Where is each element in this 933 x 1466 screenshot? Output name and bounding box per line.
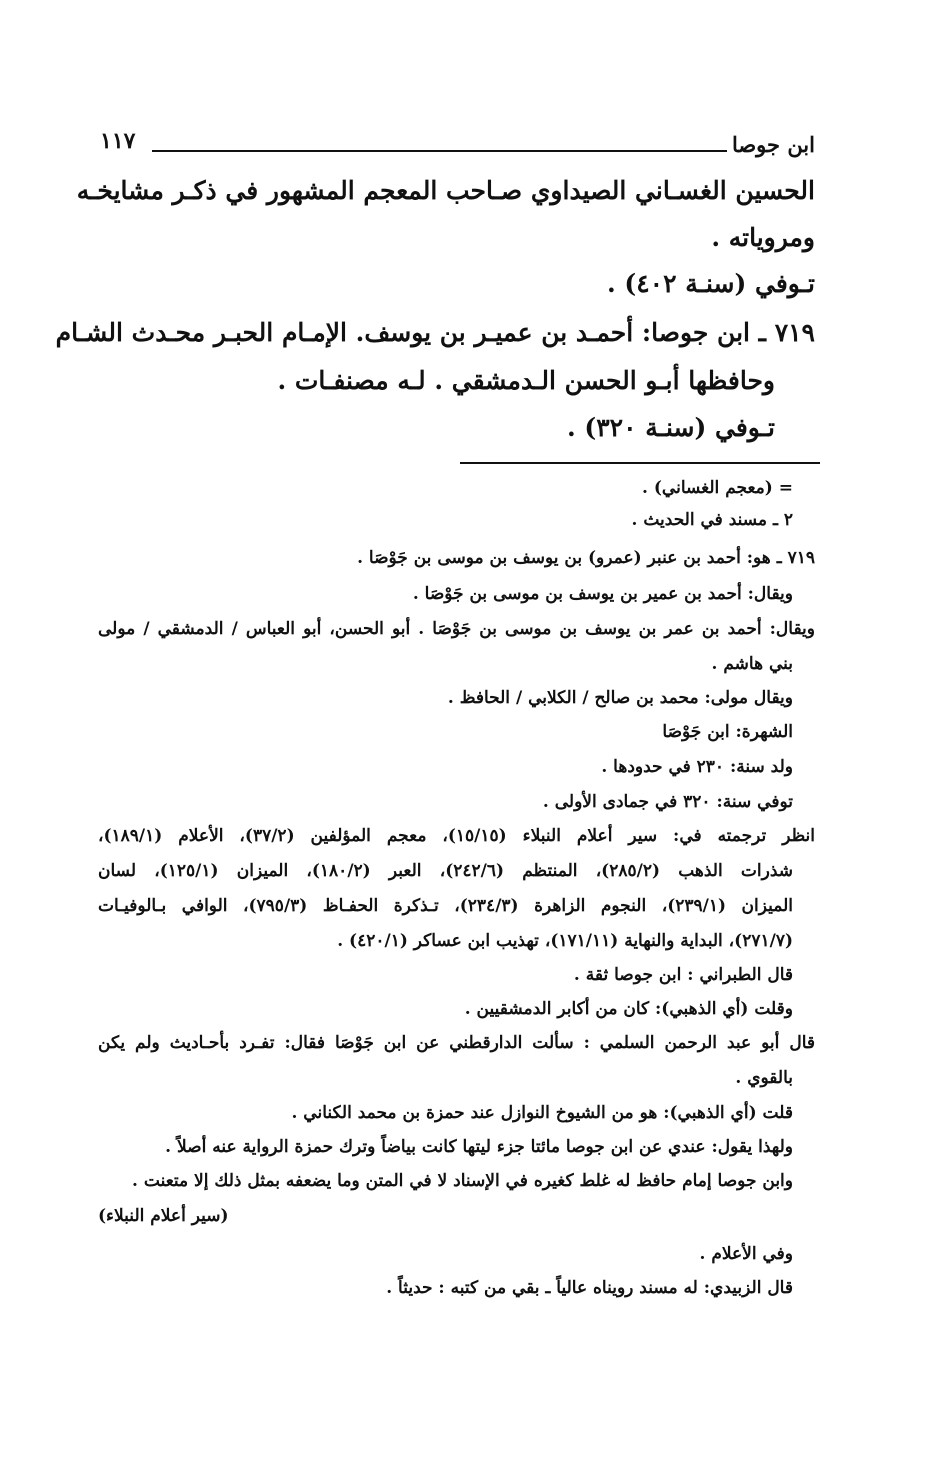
running-title: ابن جوصا <box>731 132 815 157</box>
header-rule <box>152 150 727 152</box>
footnote-line: ويقال: أحمد بن عمير بن يوسف بن موسى بن جَوْصَا . <box>412 584 793 604</box>
main-text-line: الحسين الغسـاني الصيداوي صـاحب المعجم المشهور في ذكـر مشايخـه <box>76 176 815 205</box>
footnote-line: ولد سنة: ٢٣٠ في حدودها . <box>601 757 793 777</box>
footnote-line: قال أبو عبد الرحمن السلمي : سألت الدارقطني عن ابن جَوْصَا فقال: تفـرد بأحـاديث ولم يكن <box>98 1033 815 1053</box>
footnote-line: بني هاشم . <box>711 654 793 674</box>
footnote-line: قال الزبيدي: له مسند رويناه عالياً ـ بقي من كتبه : حديثاً . <box>386 1278 793 1298</box>
footnote-line: ٧١٩ ـ هو: أحمد بن عنبر (عمرو) بن يوسف بن موسى بن جَوْصَا . <box>357 548 815 568</box>
main-text-line: ومروياته . <box>711 223 815 252</box>
main-text-line: وحافظها أبـو الحسن الـدمشقي . لـه مصنفـات . <box>277 366 775 395</box>
footnote-line: ويقال مولى: محمد بن صالح / الكلابي / الحافظ . <box>447 688 793 708</box>
footnote-line: وقلت (أي الذهبي): كان من أكابر الدمشقيين . <box>464 999 793 1019</box>
footnote-separator <box>460 462 820 464</box>
footnote-line: قال الطبراني : ابن جوصا ثقة . <box>573 965 793 985</box>
footnote-line: الميزان (٢٣٩/١)، النجوم الزاهرة (٢٣٤/٣)، تـذكرة الحفـاظ (٧٩٥/٣)، الوافي بـالوفيـات <box>98 896 793 916</box>
footnote-line: توفي سنة: ٣٢٠ في جمادى الأولى . <box>542 792 793 812</box>
footnote-line: ٢ ـ مسند في الحديث . <box>631 510 793 530</box>
entry-719-heading: ٧١٩ ـ ابن جوصا: أحمـد بن عميـر بن يوسف. الإمـام الحبـر محـدث الشـام <box>55 318 815 347</box>
main-text-line: تـوفي (سنـة ٣٢٠) . <box>567 413 775 442</box>
page-number: ١١٧ <box>100 128 136 154</box>
footnote-line: ولهذا يقول: عندي عن ابن جوصا مائتا جزء ليتها كانت بياضاً وترك حمزة الرواية عنه أصلاً . <box>165 1137 793 1157</box>
footnote-line: الشهرة: ابن جَوْصَا <box>662 722 793 742</box>
footnote-line: وابن جوصا إمام حافظ له غلط كغيره في الإسناد لا في المتن وما يضعفه بمثل ذلك إلا متعنت . <box>132 1171 793 1191</box>
footnote-line: انظر ترجمته في: سير أعلام النبلاء (١٥/١٥)، معجم المؤلفين (٣٧/٢)، الأعلام (١٨٩/١)، <box>98 826 815 846</box>
footnote-line: ويقال: أحمد بن عمر بن يوسف بن موسى بن جَوْصَا . أبو الحسن، أبو العباس / الدمشقي / مولى <box>98 619 815 639</box>
footnote-line: شذرات الذهب (٢٨٥/٢)، المنتظم (٢٤٢/٦)، العبر (١٨٠/٢)، الميزان (١٢٥/١)، لسان <box>98 861 794 881</box>
footnote-line: (٢٧١/٧)، البداية والنهاية (١٧١/١١)، تهذيب ابن عساكر (٤٢٠/١) . <box>337 931 793 951</box>
footnote-line: بالقوي . <box>735 1068 793 1088</box>
footnote-line: وفي الأعلام . <box>699 1244 793 1264</box>
source-citation: (سير أعلام النبلاء) <box>98 1206 229 1226</box>
footnote-line: قلت (أي الذهبي): هو من الشيوخ النوازل عند حمزة بن محمد الكناني . <box>291 1103 793 1123</box>
footnote-line: = (معجم الغساني) . <box>642 478 793 498</box>
main-text-line: تـوفي (سنـة ٤٠٢) . <box>607 269 815 298</box>
